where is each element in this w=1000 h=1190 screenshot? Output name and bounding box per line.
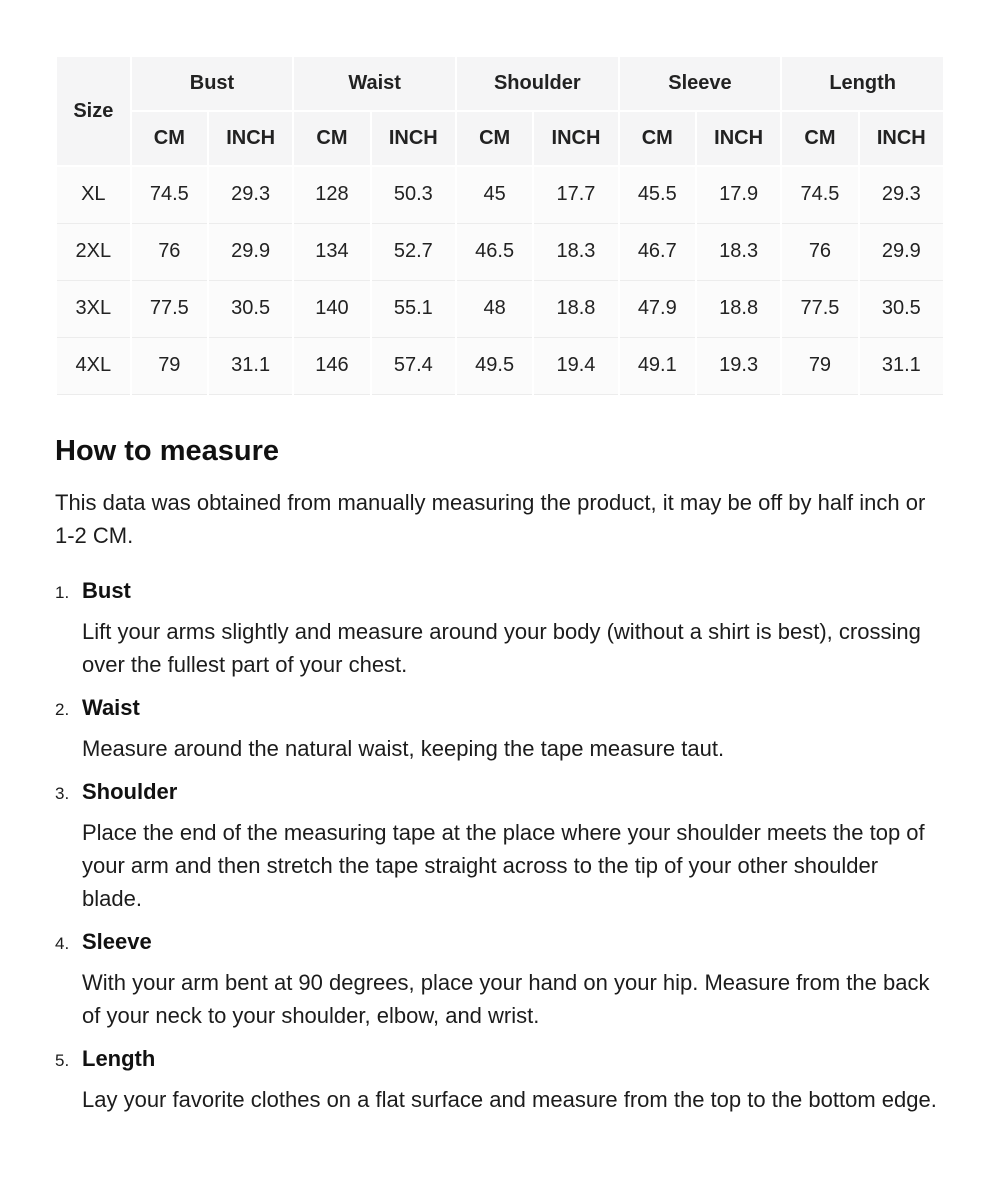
table-cell: 49.5	[456, 337, 533, 394]
list-item-shoulder	[55, 779, 945, 915]
step-header	[55, 929, 945, 955]
step-term: Bust	[82, 577, 131, 603]
table-row-4xl	[56, 337, 944, 394]
size-chart-body	[56, 166, 944, 394]
step-description: Place the end of the measuring tape at the place where your shoulder meets the top of your arm and then stretch the tape straight across to the tip of your other shoulder blade.	[82, 819, 925, 911]
table-cell: 29.3	[208, 166, 293, 223]
step-description: With your arm bent at 90 degrees, place your hand on your hip. Measure from the back of your neck to your shoulder, elbow, and wrist.	[82, 969, 930, 1028]
step-term: Waist	[82, 694, 140, 720]
how-to-measure-title: How to measure	[55, 434, 279, 467]
unit-header-cm: CM	[293, 111, 370, 166]
table-cell: 17.7	[533, 166, 618, 223]
table-cell: 31.1	[859, 337, 944, 394]
unit-header-inch: INCH	[533, 111, 618, 166]
table-cell: 76	[131, 223, 208, 280]
table-cell: 19.3	[696, 337, 781, 394]
table-cell: 49.1	[619, 337, 696, 394]
table-cell: 30.5	[208, 280, 293, 337]
table-cell: 46.7	[619, 223, 696, 280]
table-cell: 47.9	[619, 280, 696, 337]
list-item-sleeve	[55, 929, 945, 1032]
table-cell: 18.8	[533, 280, 618, 337]
size-label: 2XL	[56, 223, 131, 280]
table-cell: 45	[456, 166, 533, 223]
size-label: 3XL	[56, 280, 131, 337]
size-label: XL	[56, 166, 131, 223]
step-number: 3.	[55, 783, 70, 803]
table-cell: 29.9	[859, 223, 944, 280]
step-term: Length	[82, 1045, 156, 1071]
step-header	[55, 695, 945, 721]
step-term: Shoulder	[82, 778, 178, 804]
measure-steps-list	[55, 578, 945, 1116]
table-cell: 77.5	[131, 280, 208, 337]
step-description: Measure around the natural waist, keeping the tape measure taut.	[82, 735, 725, 761]
column-header-sleeve: Sleeve	[619, 56, 782, 111]
unit-header-inch: INCH	[696, 111, 781, 166]
table-cell: 79	[131, 337, 208, 394]
table-cell: 74.5	[781, 166, 858, 223]
table-cell: 77.5	[781, 280, 858, 337]
unit-header-cm: CM	[456, 111, 533, 166]
table-cell: 140	[293, 280, 370, 337]
table-cell: 52.7	[371, 223, 456, 280]
step-number: 5.	[55, 1050, 70, 1070]
size-label: 4XL	[56, 337, 131, 394]
unit-header-cm: CM	[781, 111, 858, 166]
column-header-waist: Waist	[293, 56, 456, 111]
step-header	[55, 779, 945, 805]
table-cell: 50.3	[371, 166, 456, 223]
table-cell: 45.5	[619, 166, 696, 223]
table-cell: 55.1	[371, 280, 456, 337]
step-description: Lay your favorite clothes on a flat surface and measure from the top to the bottom edge.	[82, 1086, 937, 1112]
table-cell: 30.5	[859, 280, 944, 337]
table-cell: 57.4	[371, 337, 456, 394]
unit-header-inch: INCH	[371, 111, 456, 166]
table-cell: 146	[293, 337, 370, 394]
column-header-bust: Bust	[131, 56, 294, 111]
table-row-groups	[56, 56, 944, 111]
table-cell: 48	[456, 280, 533, 337]
step-header	[55, 1046, 945, 1072]
column-header-shoulder: Shoulder	[456, 56, 619, 111]
how-to-measure-intro: This data was obtained from manually measuring the product, it may be off by half inch or 1-2 CM.	[55, 489, 926, 548]
unit-header-cm: CM	[131, 111, 208, 166]
table-cell: 74.5	[131, 166, 208, 223]
table-cell: 76	[781, 223, 858, 280]
unit-header-inch: INCH	[859, 111, 944, 166]
table-row-2xl	[56, 223, 944, 280]
table-row-units	[56, 111, 944, 166]
table-cell: 17.9	[696, 166, 781, 223]
list-item-length	[55, 1046, 945, 1116]
table-row-3xl	[56, 280, 944, 337]
unit-header-inch: INCH	[208, 111, 293, 166]
size-chart-table	[55, 55, 945, 395]
unit-header-cm: CM	[619, 111, 696, 166]
step-header	[55, 578, 945, 604]
list-item-waist	[55, 695, 945, 765]
table-cell: 29.9	[208, 223, 293, 280]
step-number: 4.	[55, 933, 70, 953]
table-cell: 31.1	[208, 337, 293, 394]
table-cell: 18.3	[696, 223, 781, 280]
table-cell: 18.8	[696, 280, 781, 337]
table-cell: 46.5	[456, 223, 533, 280]
column-header-length: Length	[781, 56, 944, 111]
column-header-size: Size	[56, 56, 131, 166]
table-row-xl	[56, 166, 944, 223]
size-chart-header	[56, 56, 944, 166]
table-cell: 18.3	[533, 223, 618, 280]
table-cell: 29.3	[859, 166, 944, 223]
table-cell: 128	[293, 166, 370, 223]
table-cell: 79	[781, 337, 858, 394]
step-number: 2.	[55, 699, 70, 719]
table-cell: 134	[293, 223, 370, 280]
step-description: Lift your arms slightly and measure around your body (without a shirt is best), crossing over the fullest part of your chest.	[82, 618, 921, 677]
table-cell: 19.4	[533, 337, 618, 394]
step-number: 1.	[55, 582, 70, 602]
list-item-bust	[55, 578, 945, 681]
step-term: Sleeve	[82, 928, 152, 954]
